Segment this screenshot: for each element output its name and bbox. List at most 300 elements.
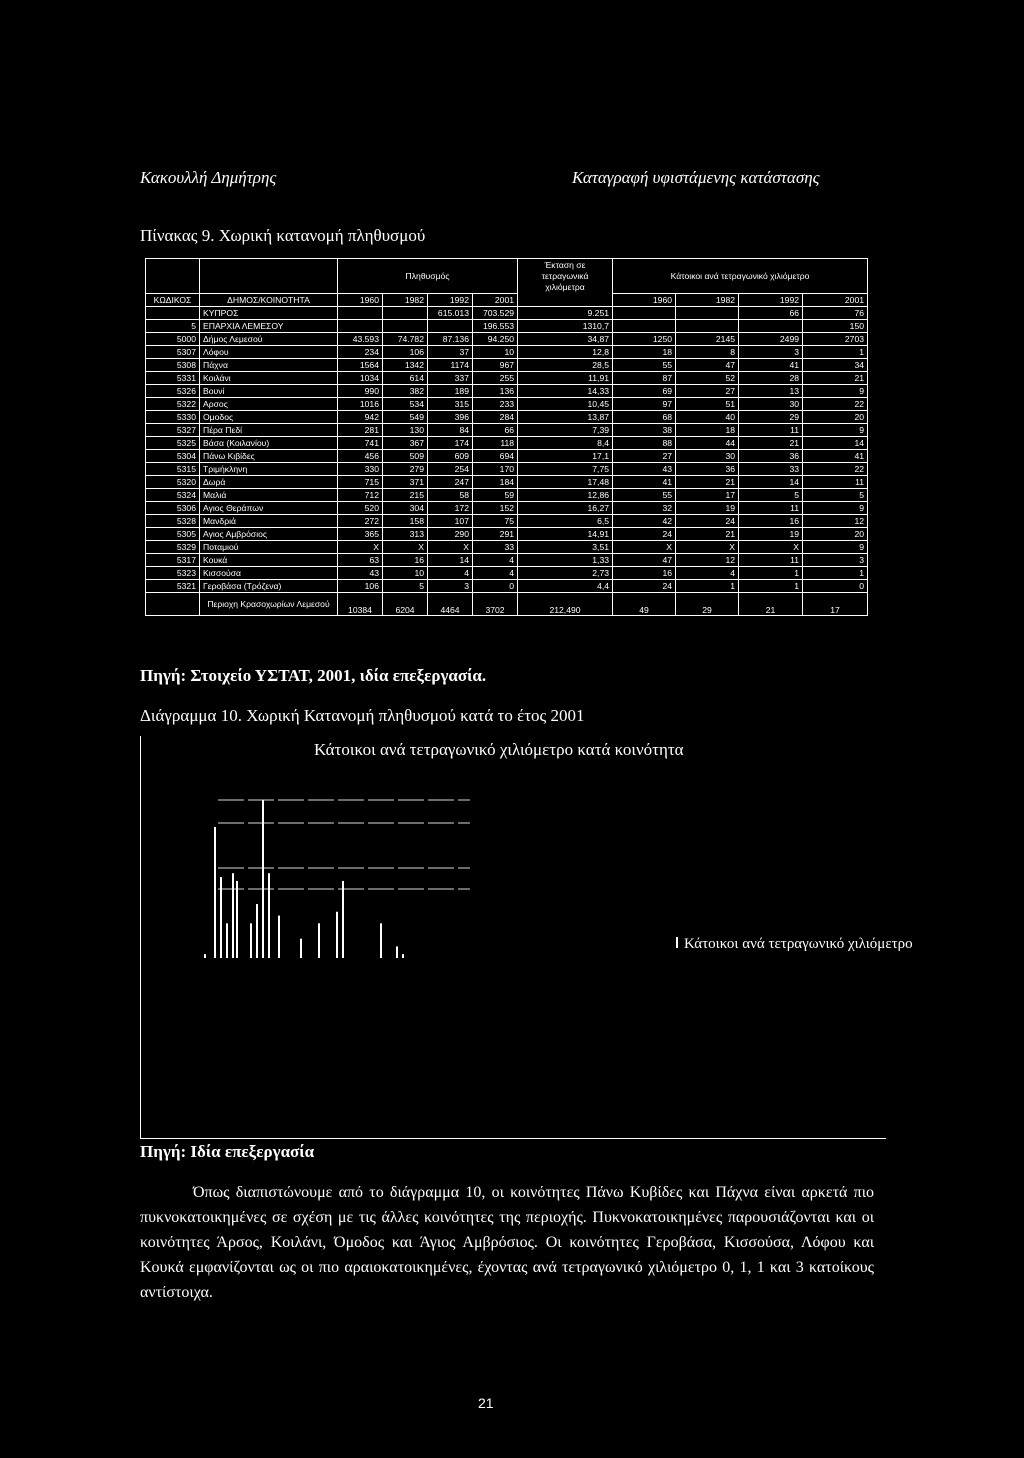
value-cell: X bbox=[613, 541, 676, 554]
table-row bbox=[146, 528, 868, 541]
chart-source: Πηγή: Ιδία επεξεργασία bbox=[140, 1142, 315, 1161]
density-group-header: Κάτοικοι ανά τετραγωνικό χιλιόμετρο bbox=[613, 259, 868, 294]
value-cell: 33 bbox=[739, 463, 803, 476]
code-cell: 5329 bbox=[146, 541, 200, 554]
value-cell: 136 bbox=[473, 385, 518, 398]
code-cell: 5321 bbox=[146, 580, 200, 593]
value-cell: 88 bbox=[613, 437, 676, 450]
value-cell: 13,87 bbox=[518, 411, 613, 424]
name-cell: Δωρά bbox=[200, 476, 338, 489]
value-cell: 28,5 bbox=[518, 359, 613, 372]
value-cell: X bbox=[739, 541, 803, 554]
body-paragraph bbox=[140, 1180, 874, 1305]
table-row bbox=[146, 411, 868, 424]
value-cell: 47 bbox=[676, 359, 739, 372]
value-cell: 5 bbox=[383, 580, 428, 593]
code-cell bbox=[146, 307, 200, 320]
name-cell: Γεροβάσα (Τρόζενα) bbox=[200, 580, 338, 593]
column-header: 1982 bbox=[383, 294, 428, 307]
value-cell: 19 bbox=[739, 528, 803, 541]
name-cell: Βάσα (Κοιλανίου) bbox=[200, 437, 338, 450]
table-row bbox=[146, 580, 868, 593]
value-cell: 6,5 bbox=[518, 515, 613, 528]
name-cell: Ομοδος bbox=[200, 411, 338, 424]
name-cell: ΕΠΑΡΧΙΑ ΛΕΜΕΣΟΥ bbox=[200, 320, 338, 333]
code-cell: 5 bbox=[146, 320, 200, 333]
value-cell: 304 bbox=[383, 502, 428, 515]
code-cell: 5325 bbox=[146, 437, 200, 450]
name-cell: Μανδριά bbox=[200, 515, 338, 528]
value-cell: 615.013 bbox=[428, 307, 473, 320]
value-cell: 18 bbox=[613, 346, 676, 359]
value-cell: 703.529 bbox=[473, 307, 518, 320]
value-cell: 1 bbox=[803, 567, 868, 580]
name-cell: Κισσούσα bbox=[200, 567, 338, 580]
value-cell: 234 bbox=[338, 346, 383, 359]
value-cell: 12 bbox=[676, 554, 739, 567]
value-cell: 3 bbox=[428, 580, 473, 593]
table-row bbox=[146, 567, 868, 580]
value-cell: 990 bbox=[338, 385, 383, 398]
value-cell: 11,91 bbox=[518, 372, 613, 385]
code-cell: 5000 bbox=[146, 333, 200, 346]
value-cell: 254 bbox=[428, 463, 473, 476]
value-cell: 12,8 bbox=[518, 346, 613, 359]
population-table-wrapper bbox=[145, 258, 867, 616]
total-value-cell: 10384 bbox=[338, 593, 383, 616]
value-cell: 40 bbox=[676, 411, 739, 424]
value-cell: 75 bbox=[473, 515, 518, 528]
value-cell: 158 bbox=[383, 515, 428, 528]
name-cell: Αγιος Αμβρόσιος bbox=[200, 528, 338, 541]
value-cell: 233 bbox=[473, 398, 518, 411]
value-cell: 942 bbox=[338, 411, 383, 424]
value-cell: 69 bbox=[613, 385, 676, 398]
code-cell: 5327 bbox=[146, 424, 200, 437]
table-row bbox=[146, 541, 868, 554]
column-header bbox=[518, 294, 613, 307]
value-cell: 24 bbox=[676, 515, 739, 528]
value-cell: 16 bbox=[383, 554, 428, 567]
value-cell: 52 bbox=[676, 372, 739, 385]
column-header: 1960 bbox=[338, 294, 383, 307]
code-cell: 5330 bbox=[146, 411, 200, 424]
value-cell: 0 bbox=[803, 580, 868, 593]
value-cell: 2499 bbox=[739, 333, 803, 346]
column-header: 1992 bbox=[739, 294, 803, 307]
column-header: ΚΩΔΙΚΟΣ bbox=[146, 294, 200, 307]
value-cell: 10,45 bbox=[518, 398, 613, 411]
value-cell: 189 bbox=[428, 385, 473, 398]
name-cell: Αγιος Θεράπων bbox=[200, 502, 338, 515]
value-cell: 456 bbox=[338, 450, 383, 463]
value-cell: 17,1 bbox=[518, 450, 613, 463]
total-value-cell: 17 bbox=[803, 593, 868, 616]
value-cell: 12,86 bbox=[518, 489, 613, 502]
value-cell: 47 bbox=[613, 554, 676, 567]
value-cell: 74.782 bbox=[383, 333, 428, 346]
code-cell: 5306 bbox=[146, 502, 200, 515]
value-cell: 9 bbox=[803, 541, 868, 554]
value-cell bbox=[383, 307, 428, 320]
value-cell: 16 bbox=[739, 515, 803, 528]
code-cell: 5320 bbox=[146, 476, 200, 489]
value-cell: 30 bbox=[739, 398, 803, 411]
value-cell: 315 bbox=[428, 398, 473, 411]
value-cell bbox=[676, 320, 739, 333]
value-cell: 11 bbox=[739, 554, 803, 567]
code-cell: 5323 bbox=[146, 567, 200, 580]
total-value-cell: 4464 bbox=[428, 593, 473, 616]
value-cell: 1 bbox=[676, 580, 739, 593]
value-cell: 43.593 bbox=[338, 333, 383, 346]
value-cell: 41 bbox=[739, 359, 803, 372]
value-cell: X bbox=[428, 541, 473, 554]
name-cell: Μαλιά bbox=[200, 489, 338, 502]
value-cell: 291 bbox=[473, 528, 518, 541]
value-cell: 14 bbox=[803, 437, 868, 450]
value-cell: 34,87 bbox=[518, 333, 613, 346]
value-cell: 14 bbox=[428, 554, 473, 567]
table-total-row bbox=[146, 593, 868, 616]
value-cell: 18 bbox=[676, 424, 739, 437]
chart-title: Κάτοικοι ανά τετραγωνικό χιλιόμετρο κατά κοινότητα bbox=[314, 740, 684, 759]
value-cell: 22 bbox=[803, 463, 868, 476]
running-header-title: Καταγραφή υφιστάμενης κατάστασης bbox=[572, 168, 820, 187]
value-cell: 7,75 bbox=[518, 463, 613, 476]
value-cell: 21 bbox=[676, 476, 739, 489]
value-cell: 534 bbox=[383, 398, 428, 411]
table-row bbox=[146, 307, 868, 320]
value-cell bbox=[428, 320, 473, 333]
value-cell: 97 bbox=[613, 398, 676, 411]
value-cell: 36 bbox=[739, 450, 803, 463]
value-cell: 17 bbox=[676, 489, 739, 502]
value-cell: 51 bbox=[676, 398, 739, 411]
value-cell: 84 bbox=[428, 424, 473, 437]
value-cell: X bbox=[676, 541, 739, 554]
value-cell: 19 bbox=[676, 502, 739, 515]
value-cell: 12 bbox=[803, 515, 868, 528]
value-cell: 284 bbox=[473, 411, 518, 424]
value-cell: 9 bbox=[803, 424, 868, 437]
value-cell bbox=[338, 307, 383, 320]
value-cell: 967 bbox=[473, 359, 518, 372]
value-cell: 330 bbox=[338, 463, 383, 476]
code-cell: 5322 bbox=[146, 398, 200, 411]
name-cell: Πάχνα bbox=[200, 359, 338, 372]
table-row bbox=[146, 476, 868, 489]
table-row bbox=[146, 398, 868, 411]
value-cell: 371 bbox=[383, 476, 428, 489]
value-cell: X bbox=[338, 541, 383, 554]
page-number: 21 bbox=[478, 1395, 494, 1411]
value-cell: 1310,7 bbox=[518, 320, 613, 333]
value-cell: 614 bbox=[383, 372, 428, 385]
total-value-cell bbox=[146, 593, 200, 616]
total-value-cell: 212,490 bbox=[518, 593, 613, 616]
value-cell: 609 bbox=[428, 450, 473, 463]
value-cell: 9 bbox=[803, 385, 868, 398]
value-cell: 94.250 bbox=[473, 333, 518, 346]
value-cell: 27 bbox=[613, 450, 676, 463]
value-cell: 21 bbox=[739, 437, 803, 450]
value-cell: 4 bbox=[428, 567, 473, 580]
table-source: Πηγή: Στοιχείο ΥΣΤΑΤ, 2001, ιδία επεξεργασία. bbox=[140, 666, 487, 685]
code-cell: 5308 bbox=[146, 359, 200, 372]
table-row bbox=[146, 437, 868, 450]
value-cell: 33 bbox=[473, 541, 518, 554]
value-cell: 16,27 bbox=[518, 502, 613, 515]
value-cell: 365 bbox=[338, 528, 383, 541]
chart-frame-left-edge bbox=[140, 736, 141, 1138]
name-cell: ΚΥΠΡΟΣ bbox=[200, 307, 338, 320]
value-cell: 44 bbox=[676, 437, 739, 450]
value-cell: 28 bbox=[739, 372, 803, 385]
total-name-cell: Περιοχη Κρασοχωρίων Λεμεσού bbox=[200, 593, 338, 616]
value-cell bbox=[613, 307, 676, 320]
code-cell: 5307 bbox=[146, 346, 200, 359]
value-cell: 29 bbox=[739, 411, 803, 424]
value-cell: 694 bbox=[473, 450, 518, 463]
value-cell: 2145 bbox=[676, 333, 739, 346]
value-cell: 87 bbox=[613, 372, 676, 385]
value-cell: 14 bbox=[739, 476, 803, 489]
name-cell: Κουκά bbox=[200, 554, 338, 567]
value-cell: 36 bbox=[676, 463, 739, 476]
value-cell: 55 bbox=[613, 489, 676, 502]
value-cell: 11 bbox=[739, 502, 803, 515]
table-body bbox=[146, 307, 868, 616]
table-row bbox=[146, 320, 868, 333]
value-cell: 34 bbox=[803, 359, 868, 372]
table-title: Πίνακας 9. Χωρική κατανομή πληθυσμού bbox=[140, 226, 426, 245]
value-cell: 5 bbox=[803, 489, 868, 502]
value-cell: 66 bbox=[473, 424, 518, 437]
value-cell: 196.553 bbox=[473, 320, 518, 333]
code-cell: 5317 bbox=[146, 554, 200, 567]
value-cell: 2703 bbox=[803, 333, 868, 346]
value-cell: 43 bbox=[613, 463, 676, 476]
value-cell: 11 bbox=[803, 476, 868, 489]
legend-swatch bbox=[676, 937, 678, 948]
table-row bbox=[146, 372, 868, 385]
total-value-cell: 3702 bbox=[473, 593, 518, 616]
value-cell: 17,48 bbox=[518, 476, 613, 489]
code-cell: 5304 bbox=[146, 450, 200, 463]
value-cell: 313 bbox=[383, 528, 428, 541]
value-cell: 16 bbox=[613, 567, 676, 580]
table-row bbox=[146, 333, 868, 346]
value-cell: 3 bbox=[803, 554, 868, 567]
value-cell: 55 bbox=[613, 359, 676, 372]
value-cell: 38 bbox=[613, 424, 676, 437]
value-cell: 170 bbox=[473, 463, 518, 476]
column-header: 1960 bbox=[613, 294, 676, 307]
value-cell: 281 bbox=[338, 424, 383, 437]
value-cell: 715 bbox=[338, 476, 383, 489]
value-cell: 10 bbox=[383, 567, 428, 580]
code-cell: 5328 bbox=[146, 515, 200, 528]
value-cell: 32 bbox=[613, 502, 676, 515]
value-cell: 184 bbox=[473, 476, 518, 489]
value-cell: 1174 bbox=[428, 359, 473, 372]
value-cell: 509 bbox=[383, 450, 428, 463]
code-cell: 5326 bbox=[146, 385, 200, 398]
table-row bbox=[146, 502, 868, 515]
value-cell: 3,51 bbox=[518, 541, 613, 554]
running-header-author: Κακουλλή Δημήτρης bbox=[140, 168, 277, 187]
value-cell: 215 bbox=[383, 489, 428, 502]
value-cell: 37 bbox=[428, 346, 473, 359]
table-row bbox=[146, 450, 868, 463]
value-cell: 150 bbox=[803, 320, 868, 333]
name-cell: Πάνω Κιβίδες bbox=[200, 450, 338, 463]
value-cell: 367 bbox=[383, 437, 428, 450]
value-cell: 20 bbox=[803, 411, 868, 424]
name-cell: Αρσος bbox=[200, 398, 338, 411]
value-cell: 14,33 bbox=[518, 385, 613, 398]
value-cell: 9.251 bbox=[518, 307, 613, 320]
value-cell: 1250 bbox=[613, 333, 676, 346]
code-cell: 5315 bbox=[146, 463, 200, 476]
value-cell: 58 bbox=[428, 489, 473, 502]
table-row bbox=[146, 554, 868, 567]
value-cell: X bbox=[383, 541, 428, 554]
name-cell: Λόφου bbox=[200, 346, 338, 359]
column-header: ΔΗΜΟΣ/ΚΟΙΝΟΤΗΤΑ bbox=[200, 294, 338, 307]
value-cell: 1,33 bbox=[518, 554, 613, 567]
name-cell: Τριμήκληνη bbox=[200, 463, 338, 476]
code-cell: 5324 bbox=[146, 489, 200, 502]
name-cell: Πέρα Πεδί bbox=[200, 424, 338, 437]
total-value-cell: 21 bbox=[739, 593, 803, 616]
value-cell: 22 bbox=[803, 398, 868, 411]
total-value-cell: 49 bbox=[613, 593, 676, 616]
value-cell: 1034 bbox=[338, 372, 383, 385]
value-cell: 107 bbox=[428, 515, 473, 528]
total-value-cell: 29 bbox=[676, 593, 739, 616]
name-cell: Ποταμιού bbox=[200, 541, 338, 554]
total-value-cell: 6204 bbox=[383, 593, 428, 616]
code-cell: 5305 bbox=[146, 528, 200, 541]
table-row bbox=[146, 359, 868, 372]
value-cell: 24 bbox=[613, 528, 676, 541]
chart-frame-bottom-edge bbox=[140, 1138, 886, 1139]
value-cell: 279 bbox=[383, 463, 428, 476]
value-cell: 3 bbox=[739, 346, 803, 359]
value-cell: 41 bbox=[803, 450, 868, 463]
table-row bbox=[146, 463, 868, 476]
value-cell: 4,4 bbox=[518, 580, 613, 593]
value-cell: 118 bbox=[473, 437, 518, 450]
value-cell: 174 bbox=[428, 437, 473, 450]
value-cell: 2,73 bbox=[518, 567, 613, 580]
value-cell: 7,39 bbox=[518, 424, 613, 437]
value-cell: 712 bbox=[338, 489, 383, 502]
column-header: 2001 bbox=[803, 294, 868, 307]
value-cell bbox=[338, 320, 383, 333]
value-cell: 1 bbox=[739, 580, 803, 593]
value-cell: 13 bbox=[739, 385, 803, 398]
value-cell: 59 bbox=[473, 489, 518, 502]
table-row bbox=[146, 515, 868, 528]
value-cell: 9 bbox=[803, 502, 868, 515]
table-row bbox=[146, 346, 868, 359]
value-cell: 172 bbox=[428, 502, 473, 515]
value-cell bbox=[739, 320, 803, 333]
value-cell: 1 bbox=[803, 346, 868, 359]
value-cell: 106 bbox=[338, 580, 383, 593]
table-row bbox=[146, 489, 868, 502]
value-cell: 24 bbox=[613, 580, 676, 593]
value-cell: 549 bbox=[383, 411, 428, 424]
value-cell: 741 bbox=[338, 437, 383, 450]
value-cell: 41 bbox=[613, 476, 676, 489]
column-header: 1992 bbox=[428, 294, 473, 307]
value-cell bbox=[676, 307, 739, 320]
value-cell: 21 bbox=[803, 372, 868, 385]
chart-legend bbox=[676, 934, 913, 955]
value-cell: 42 bbox=[613, 515, 676, 528]
table-row bbox=[146, 385, 868, 398]
value-cell: 4 bbox=[473, 567, 518, 580]
name-cell: Βουνί bbox=[200, 385, 338, 398]
value-cell: 30 bbox=[676, 450, 739, 463]
value-cell: 106 bbox=[383, 346, 428, 359]
value-cell: 520 bbox=[338, 502, 383, 515]
population-table bbox=[145, 258, 868, 616]
value-cell: 0 bbox=[473, 580, 518, 593]
value-cell bbox=[383, 320, 428, 333]
value-cell: 66 bbox=[739, 307, 803, 320]
value-cell: 27 bbox=[676, 385, 739, 398]
name-cell: Κοιλάνι bbox=[200, 372, 338, 385]
population-group-header: Πληθυσμός bbox=[338, 259, 518, 294]
column-header: 2001 bbox=[473, 294, 518, 307]
value-cell: 4 bbox=[473, 554, 518, 567]
value-cell: 337 bbox=[428, 372, 473, 385]
chart-heading: Διάγραμμα 10. Χωρική Κατανομή πληθυσμού κατά το έτος 2001 bbox=[140, 706, 585, 725]
code-cell: 5331 bbox=[146, 372, 200, 385]
value-cell bbox=[613, 320, 676, 333]
value-cell: 272 bbox=[338, 515, 383, 528]
value-cell: 10 bbox=[473, 346, 518, 359]
table-row bbox=[146, 424, 868, 437]
value-cell: 68 bbox=[613, 411, 676, 424]
value-cell: 20 bbox=[803, 528, 868, 541]
value-cell: 4 bbox=[676, 567, 739, 580]
body-paragraph-text: Όπως διαπιστώνουμε από το διάγραμμα 10, οι κοινότητες Πάνω Κυβίδες και Πάχνα είναι αρκετά πιο πυκνοκατοικημένες σε σχέση με τις άλλες κοινότητες της περιοχής. Πυκνοκατοικημένες παρουσιάζονται και οι κοινότητες Άρσος, Κοιλάνι, Όμοδος και Άγιος Αμβρόσιος. Οι κοινότητες Γεροβάσα, Κισσούσα, Λόφου και Κουκά εμφανίζονται ως οι πιο αραιοκατοικημένες, έχοντας ανά τετραγωνικό χιλιόμετρο 0, 1, 1 και 3 κατοίκους αντίστοιχα. bbox=[140, 1184, 874, 1301]
value-cell: 8 bbox=[676, 346, 739, 359]
value-cell: 14,91 bbox=[518, 528, 613, 541]
name-cell: Δήμος Λεμεσού bbox=[200, 333, 338, 346]
value-cell: 87.136 bbox=[428, 333, 473, 346]
value-cell: 130 bbox=[383, 424, 428, 437]
column-header: 1982 bbox=[676, 294, 739, 307]
value-cell: 11 bbox=[739, 424, 803, 437]
value-cell: 1 bbox=[739, 567, 803, 580]
value-cell: 290 bbox=[428, 528, 473, 541]
value-cell: 382 bbox=[383, 385, 428, 398]
value-cell: 152 bbox=[473, 502, 518, 515]
value-cell: 21 bbox=[676, 528, 739, 541]
column-header-row bbox=[146, 294, 868, 307]
value-cell: 43 bbox=[338, 567, 383, 580]
value-cell: 396 bbox=[428, 411, 473, 424]
value-cell: 247 bbox=[428, 476, 473, 489]
value-cell: 1016 bbox=[338, 398, 383, 411]
